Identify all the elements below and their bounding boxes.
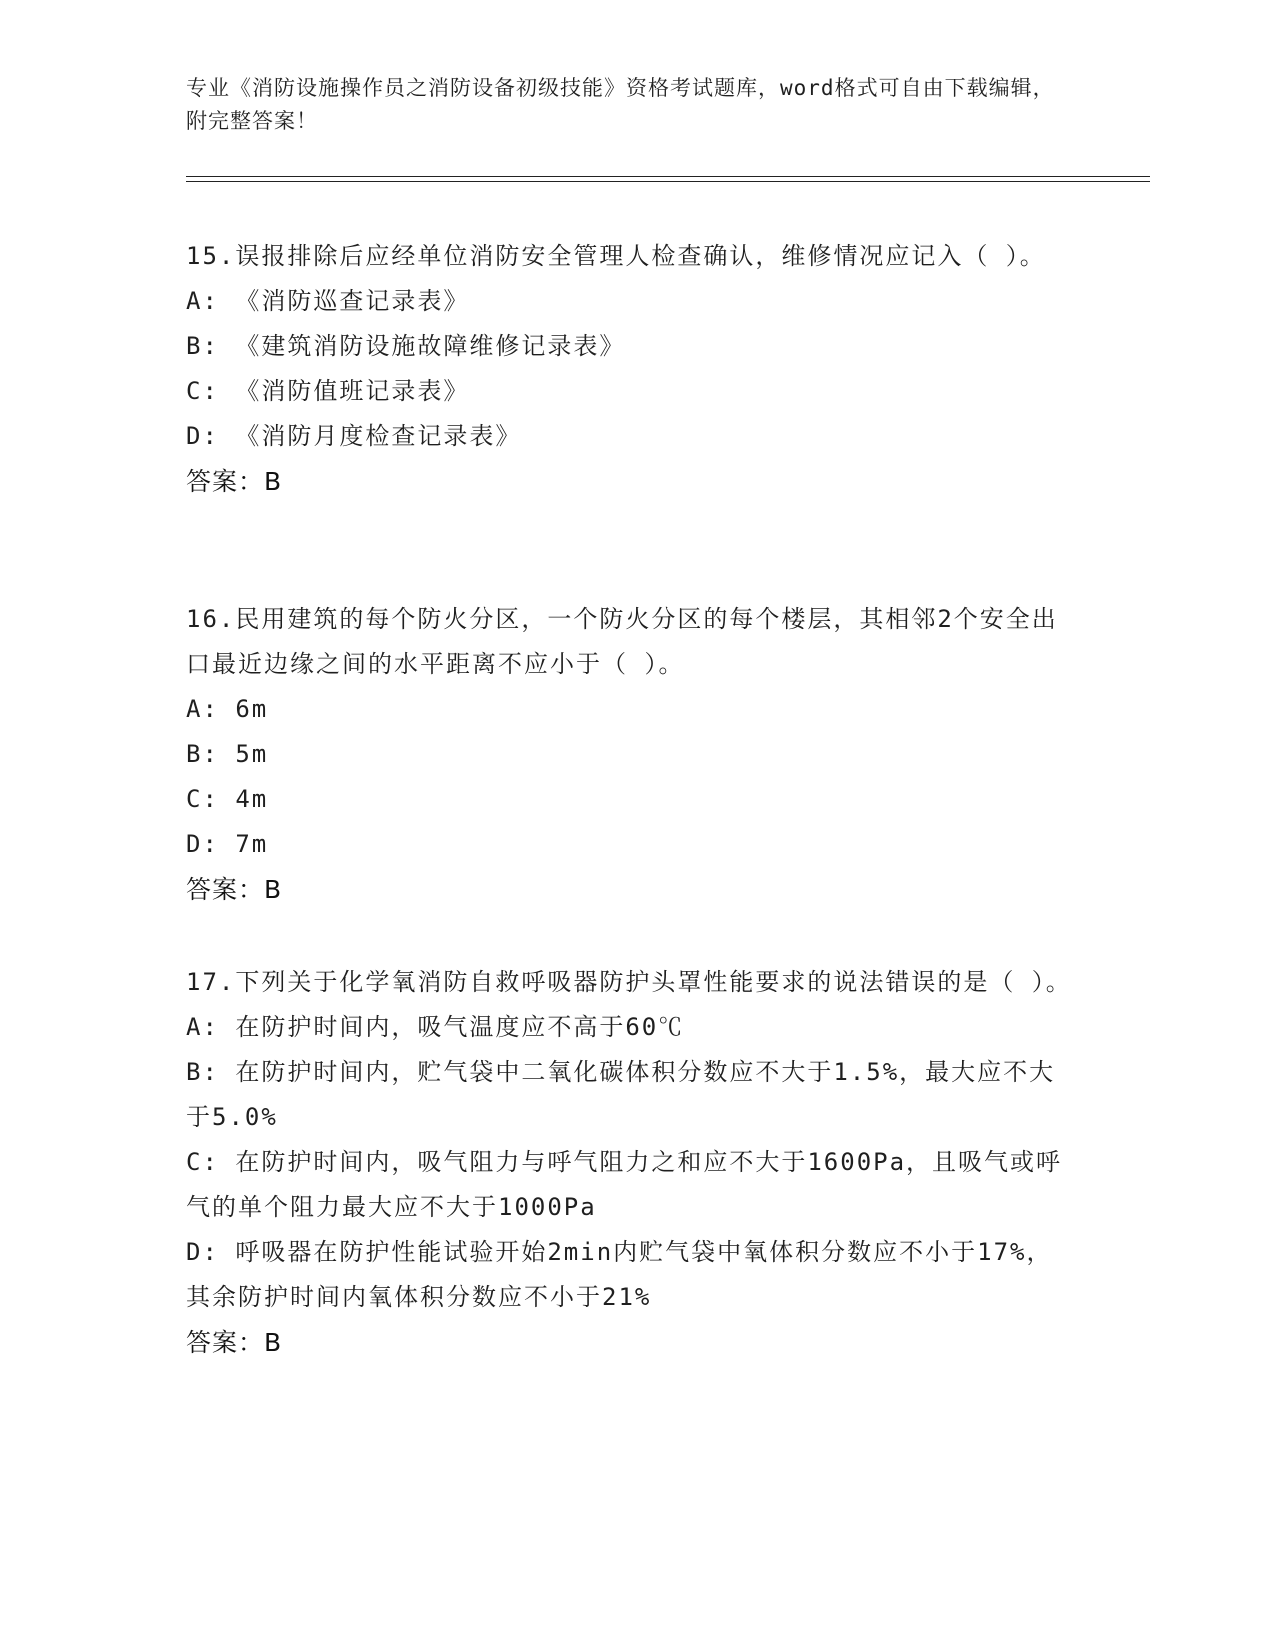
option-c <box>186 777 1076 822</box>
option-d <box>186 822 1076 867</box>
option-text: 呼吸器在防护性能试验开始2min内贮气袋中氧体积分数应不小于17%，其余防护时间内氧体积分数应不小于21% <box>186 1238 1053 1311</box>
question-17 <box>186 960 1076 1366</box>
document-header: 专业《消防设施操作员之消防设备初级技能》资格考试题库，word格式可自由下载编辑，附完整答案！ <box>186 76 1055 133</box>
option-key: C: <box>186 785 219 813</box>
option-text: 6m <box>235 695 269 723</box>
question-15 <box>186 234 1076 505</box>
question-stem: 16.民用建筑的每个防火分区，一个防火分区的每个楼层，其相邻2个安全出口最近边缘之间的水平距离不应小于（ ）。 <box>186 605 1058 678</box>
option-text: 《消防巡查记录表》 <box>235 287 470 315</box>
option-c <box>186 1140 1076 1230</box>
option-b <box>186 732 1076 777</box>
option-text: 在防护时间内，吸气温度应不高于60℃ <box>235 1013 685 1041</box>
option-key: B: <box>186 332 219 360</box>
header-divider-bottom <box>186 181 1150 182</box>
option-key: A: <box>186 287 219 315</box>
option-key: A: <box>186 1013 219 1041</box>
option-text: 5m <box>235 740 269 768</box>
answer-label: 答案：B <box>186 875 283 904</box>
question-16 <box>186 597 1076 913</box>
option-key: C: <box>186 1148 219 1176</box>
option-a <box>186 687 1076 732</box>
option-text: 在防护时间内，贮气袋中二氧化碳体积分数应不大于1.5%，最大应不大于5.0% <box>186 1058 1056 1131</box>
option-text: 7m <box>235 830 269 858</box>
option-d <box>186 414 1076 459</box>
option-key: C: <box>186 377 219 405</box>
option-key: A: <box>186 695 219 723</box>
option-text: 在防护时间内，吸气阻力与呼气阻力之和应不大于1600Pa，且吸气或呼气的单个阻力最大应不大于1000Pa <box>186 1148 1063 1221</box>
option-key: B: <box>186 740 219 768</box>
option-key: D: <box>186 422 219 450</box>
option-a <box>186 1005 1076 1050</box>
option-key: D: <box>186 830 219 858</box>
header-divider-top <box>186 176 1150 177</box>
option-a <box>186 279 1076 324</box>
option-text: 《建筑消防设施故障维修记录表》 <box>235 332 626 360</box>
option-b <box>186 1050 1076 1140</box>
option-key: D: <box>186 1238 219 1266</box>
question-stem: 15.误报排除后应经单位消防安全管理人检查确认，维修情况应记入（ ）。 <box>186 242 1046 270</box>
answer-label: 答案：B <box>186 1328 283 1357</box>
question-stem: 17.下列关于化学氧消防自救呼吸器防护头罩性能要求的说法错误的是（ ）。 <box>186 968 1072 996</box>
option-text: 《消防值班记录表》 <box>235 377 470 405</box>
option-d <box>186 1230 1076 1320</box>
option-key: B: <box>186 1058 219 1086</box>
option-text: 4m <box>235 785 269 813</box>
answer-label: 答案：B <box>186 467 283 496</box>
option-c <box>186 369 1076 414</box>
option-b <box>186 324 1076 369</box>
option-text: 《消防月度检查记录表》 <box>235 422 522 450</box>
